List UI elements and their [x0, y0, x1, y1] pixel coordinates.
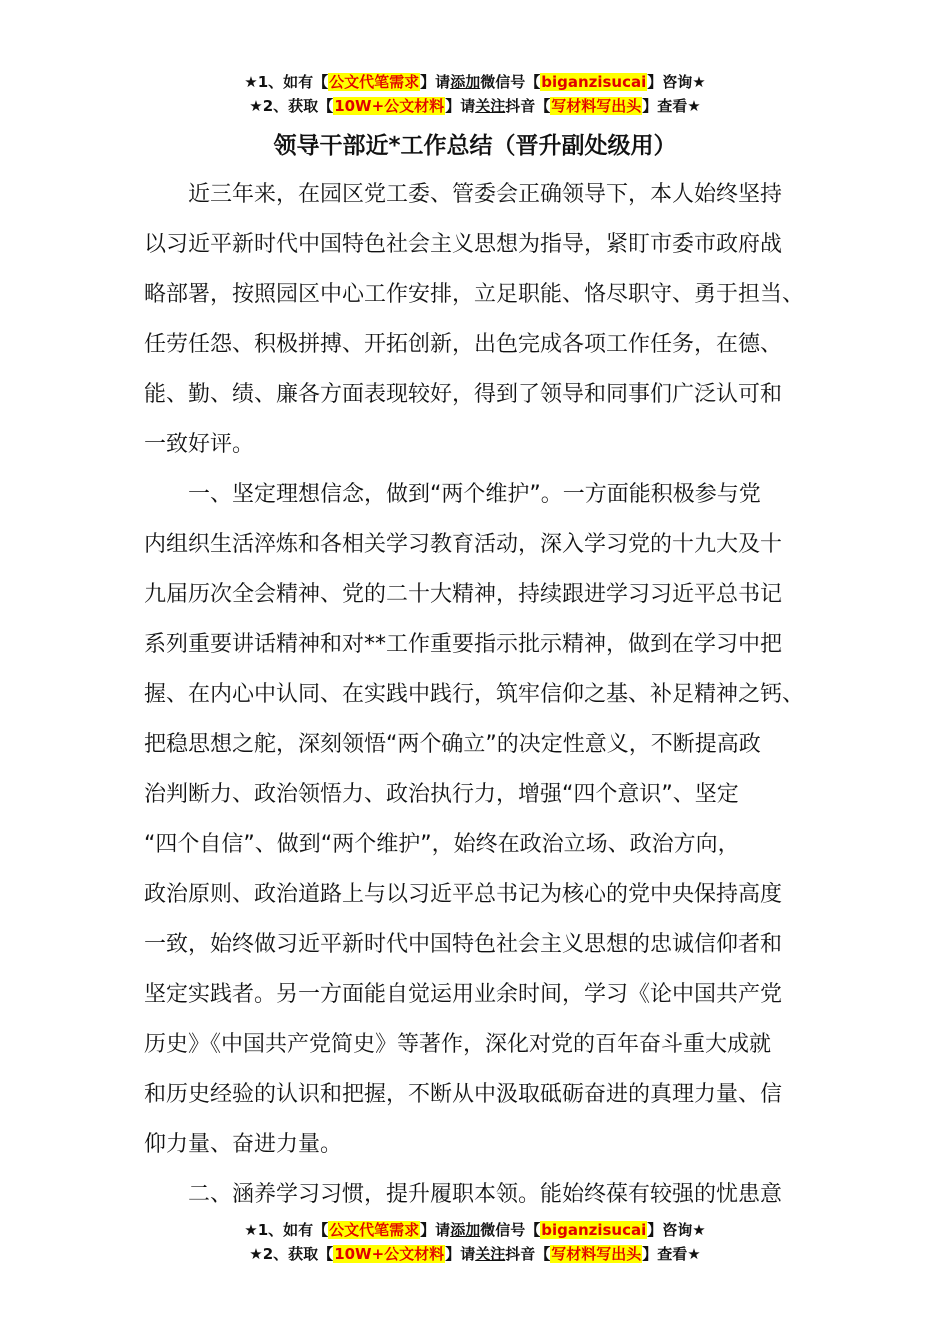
paragraph-line: 一致好评。 — [144, 432, 255, 457]
paragraph-line: 握、在内心中认同、在实践中践行，筑牢信仰之基、补足精神之钙、 — [144, 682, 805, 707]
banner-text: 】咨询★ — [647, 1221, 706, 1239]
banner-text: 】查看★ — [642, 97, 701, 115]
paragraph-line: 二、涵养学习习惯，提升履职本领。能始终葆有较强的忧患意 — [188, 1182, 783, 1207]
paragraph-line: 近三年来，在园区党工委、管委会正确领导下，本人始终坚持 — [188, 182, 783, 207]
banner-highlight: biganzisucai — [541, 73, 647, 91]
banner-line-2 — [0, 1242, 950, 1266]
banner-line-2 — [0, 94, 950, 118]
banner-text: 】查看★ — [642, 1245, 701, 1263]
banner-line-1 — [0, 70, 950, 94]
banner-highlight: 公文代笔需求 — [329, 73, 420, 91]
paragraph — [144, 170, 824, 470]
paragraph-line: 略部署，按照园区中心工作安排，立足职能、恪尽职守、勇于担当、 — [144, 282, 805, 307]
paragraph-line: 任劳任怨、积极拼搏、开拓创新，出色完成各项工作任务，在德、 — [144, 332, 783, 357]
banner-line-1 — [0, 1218, 950, 1242]
paragraph-line: 一、坚定理想信念，做到“两个维护”。一方面能积极参与党 — [188, 482, 761, 507]
banner-emphasis: 添加 — [450, 73, 481, 91]
footer-banner — [0, 1218, 950, 1266]
paragraph-line: 一致，始终做习近平新时代中国特色社会主义思想的忠诚信仰者和 — [144, 932, 783, 957]
banner-emphasis: 关注 — [475, 1245, 506, 1263]
banner-emphasis: 添加 — [450, 1221, 481, 1239]
banner-text: 微信号【 — [480, 1221, 541, 1239]
paragraph-line: “四个自信”、做到“两个维护”，始终在政治立场、政治方向， — [144, 832, 740, 857]
banner-text: ★1、如有【 — [244, 1221, 329, 1239]
paragraph-line: 历史》《中国共产党简史》等著作，深化对党的百年奋斗重大成就 — [144, 1032, 772, 1057]
banner-text: 微信号【 — [480, 73, 541, 91]
banner-highlight: biganzisucai — [541, 1221, 647, 1239]
banner-text: 抖音【 — [505, 1245, 551, 1263]
paragraph-line: 坚定实践者。另一方面能自觉运用业余时间，学习《论中国共产党 — [144, 982, 783, 1007]
paragraph-line: 政治原则、政治道路上与以习近平总书记为核心的党中央保持高度 — [144, 882, 783, 907]
paragraph-line: 和历史经验的认识和把握，不断从中汲取砥砺奋进的真理力量、信 — [144, 1082, 783, 1107]
banner-highlight: 写材料写出头 — [551, 1245, 642, 1263]
paragraph-line: 系列重要讲话精神和对**工作重要指示批示精神，做到在学习中把 — [144, 632, 783, 657]
banner-highlight: 公文代笔需求 — [329, 1221, 420, 1239]
paragraph-line: 以习近平新时代中国特色社会主义思想为指导，紧盯市委市政府战 — [144, 232, 783, 257]
banner-highlight: 10W+公文材料 — [334, 1245, 445, 1263]
paragraph-line: 能、勤、绩、廉各方面表现较好，得到了领导和同事们广泛认可和 — [144, 382, 783, 407]
banner-highlight: 写材料写出头 — [551, 97, 642, 115]
banner-text: ★1、如有【 — [244, 73, 329, 91]
paragraph — [144, 1170, 824, 1220]
paragraph-line: 把稳思想之舵，深刻领悟“两个确立”的决定性意义，不断提高政 — [144, 732, 761, 757]
banner-emphasis: 关注 — [475, 97, 506, 115]
banner-text: 】请 — [445, 1245, 476, 1263]
banner-text: ★2、获取【 — [249, 1245, 334, 1263]
banner-text: 】请 — [420, 73, 451, 91]
banner-text: 】请 — [420, 1221, 451, 1239]
banner-highlight: 10W+公文材料 — [334, 97, 445, 115]
paragraph-line: 九届历次全会精神、党的二十大精神，持续跟进学习习近平总书记 — [144, 582, 783, 607]
paragraph-line: 仰力量、奋进力量。 — [144, 1132, 343, 1157]
document-body — [144, 170, 824, 1220]
document-title: 领导干部近*工作总结（晋升副处级用） — [273, 133, 677, 159]
banner-text: 】咨询★ — [647, 73, 706, 91]
paragraph — [144, 470, 824, 1170]
banner-text: 抖音【 — [505, 97, 551, 115]
paragraph-line: 内组织生活淬炼和各相关学习教育活动，深入学习党的十九大及十 — [144, 532, 783, 557]
paragraph-line: 治判断力、政治领悟力、政治执行力，增强“四个意识”、坚定 — [144, 782, 739, 807]
banner-text: ★2、获取【 — [249, 97, 334, 115]
header-banner — [0, 70, 950, 118]
banner-text: 】请 — [445, 97, 476, 115]
